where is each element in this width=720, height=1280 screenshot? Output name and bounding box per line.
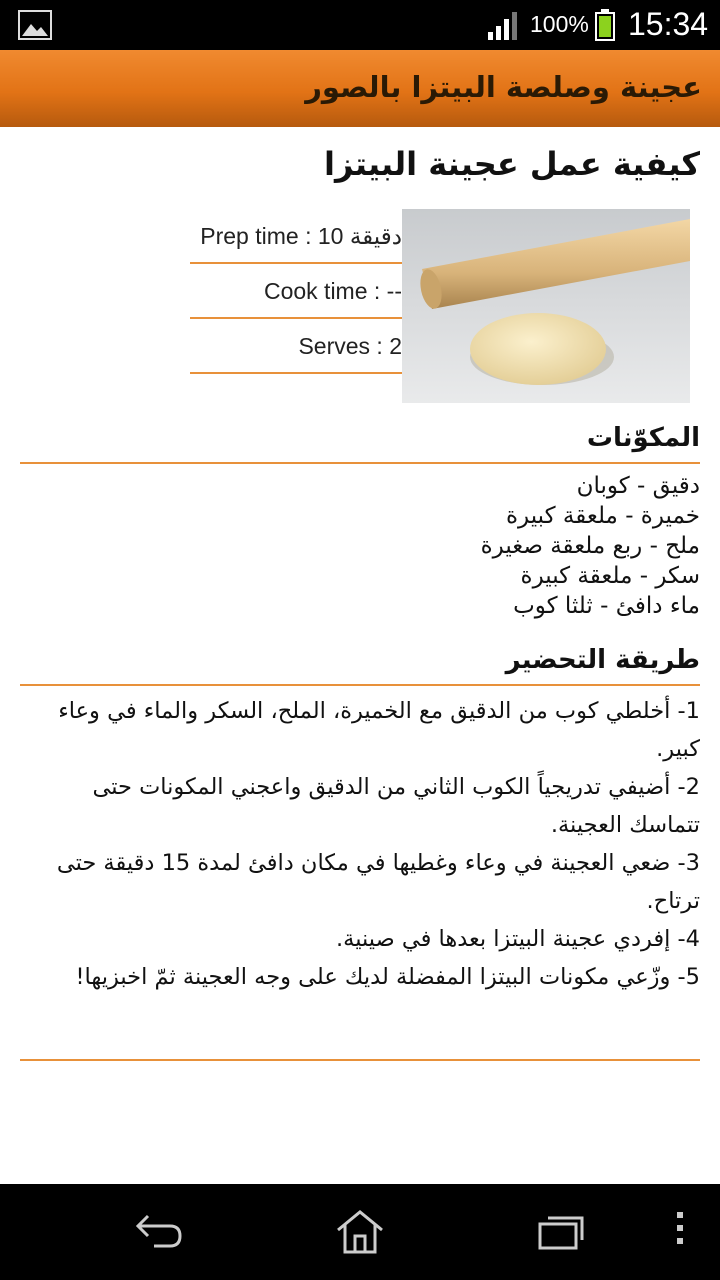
prep-time: Prep time : 10 دقيقة [190, 209, 402, 264]
direction-step: 2- أضيفي تدريجياً الكوب الثاني من الدقيق واعجني المكونات حتى تتماسك العجينة. [92, 774, 700, 838]
navigation-bar [0, 1184, 720, 1280]
recipe-photo [402, 209, 690, 403]
clock: 15:34 [628, 6, 709, 42]
status-bar [0, 0, 720, 50]
directions-heading: طريقة التحضير [20, 645, 700, 686]
home-icon[interactable] [334, 1208, 386, 1260]
ingredient-item: ملح - ربع ملعقة صغيرة [480, 533, 700, 559]
direction-step: 1- أخلطي كوب من الدقيق مع الخميرة، الملح، السكر والماء في وعاء كبير. [58, 698, 700, 762]
ingredients-heading: المكوّنات [20, 423, 700, 464]
recent-apps-icon[interactable] [536, 1208, 588, 1256]
action-bar [0, 50, 720, 127]
battery-percent: 100% [530, 11, 589, 37]
serves: Serves : 2 [190, 319, 402, 374]
ingredients-list [20, 471, 700, 621]
ingredient-item: سكر - ملعقة كبيرة [520, 563, 700, 589]
ingredient-item: دقيق - كوبان [576, 473, 700, 499]
direction-step: 5- وزّعي مكونات البيتزا المفضلة لديك على وجه العجينة ثمّ اخبزيها! [75, 964, 700, 990]
direction-step: 3- ضعي العجينة في وعاء وغطيها في مكان دافئ لمدة 15 دقيقة حتى ترتاح. [56, 850, 700, 914]
signal-icon [488, 12, 520, 44]
cook-time: Cook time : -- [190, 264, 402, 319]
battery-icon [595, 9, 615, 41]
ingredient-item: ماء دافئ - ثلثا كوب [513, 593, 700, 619]
direction-step: 4- إفردي عجينة البيتزا بعدها في صينية. [336, 926, 700, 952]
recipe-content[interactable] [0, 127, 720, 1184]
recipe-title: كيفية عمل عجينة البيتزا [324, 145, 700, 183]
ingredient-item: خميرة - ملعقة كبيرة [506, 503, 700, 529]
back-icon[interactable] [134, 1208, 186, 1256]
divider [20, 1059, 700, 1061]
gallery-icon [18, 10, 52, 40]
overflow-menu-icon[interactable] [672, 1208, 688, 1252]
app-title: عجينة وصلصة البيتزا بالصور [305, 70, 702, 104]
directions-list [15, 692, 700, 996]
